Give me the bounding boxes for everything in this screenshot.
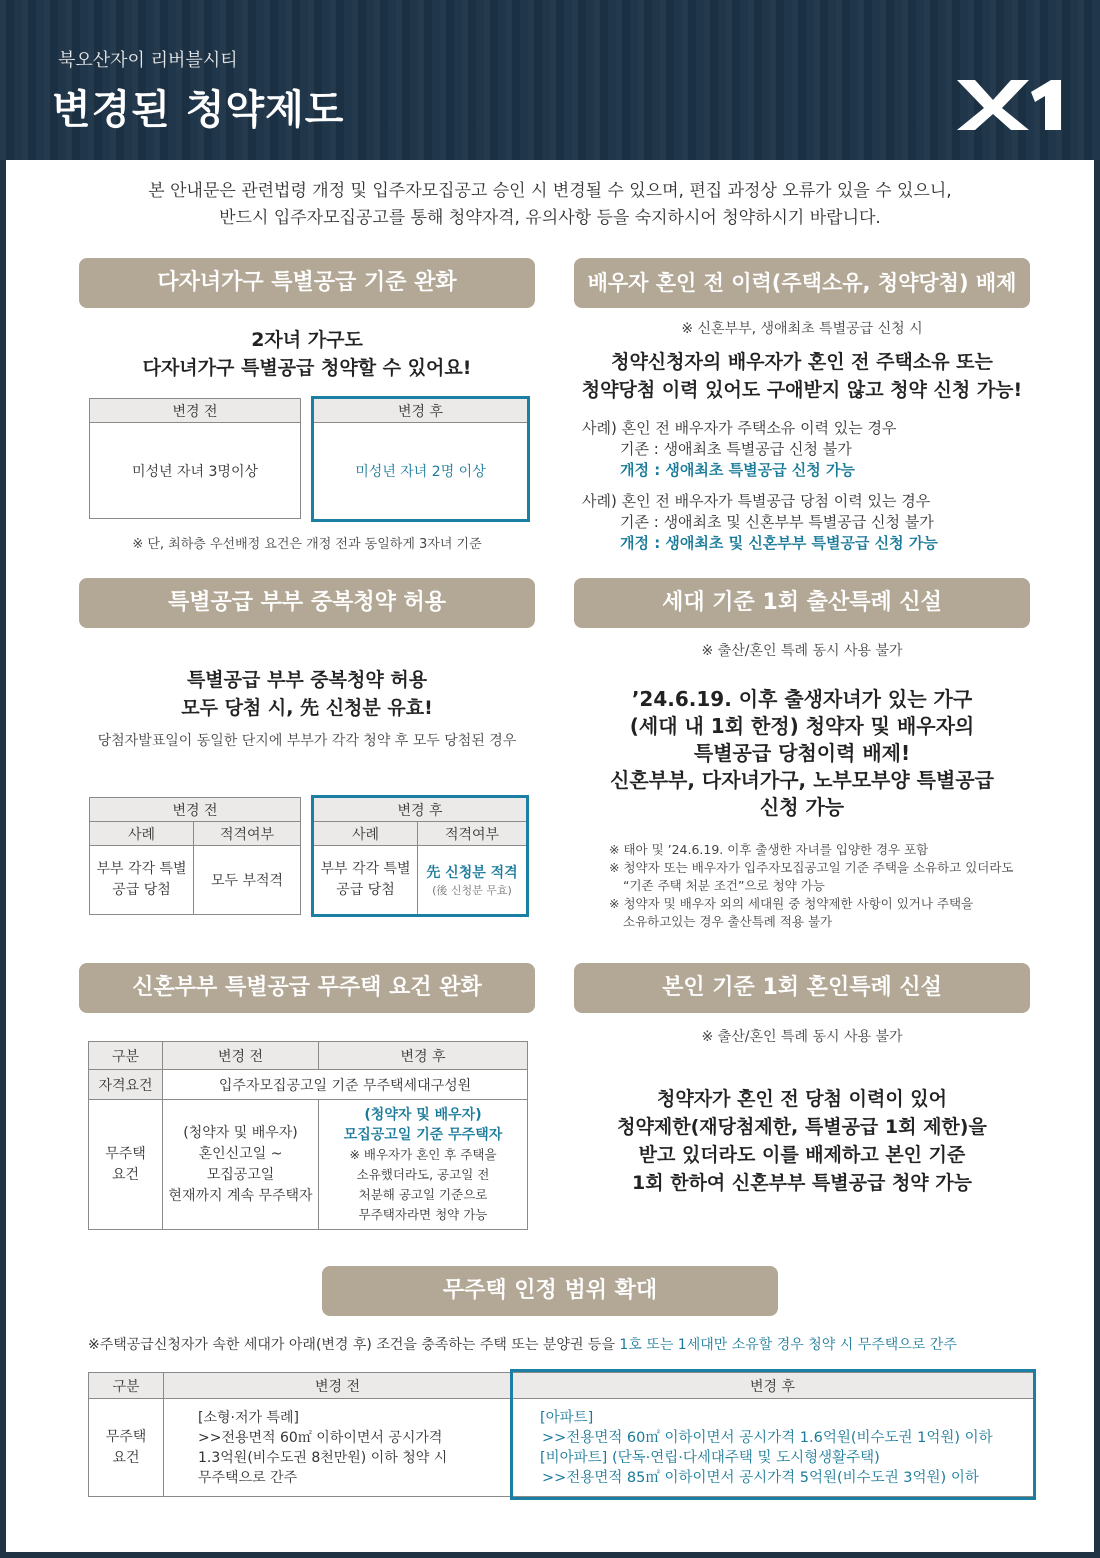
intro-notice xyxy=(0,178,1100,232)
intro-line-1: 본 안내문은 관련법령 개정 및 입주자모집공고 승인 시 변경될 수 있으며, 편집 과정상 오류가 있을 수 있으니, xyxy=(148,181,952,201)
s3-after-result: 先 신청분 적격 xyxy=(426,865,518,881)
s6-lead-3: 받고 있더라도 이를 배제하고 본인 기준 xyxy=(638,1144,966,1166)
s7-before-cell xyxy=(164,1399,512,1497)
s4-lead-4: 신혼부부, 다자녀가구, 노부모부양 특별공급 xyxy=(610,768,994,792)
s6-note: ※ 출산/혼인 특례 동시 사용 불가 xyxy=(701,1029,903,1045)
s4-lead-1: ’24.6.19. 이후 출생자녀가 있는 가구 xyxy=(631,687,973,711)
s7-note-b: 1호 또는 1세대만 소유할 경우 청약 시 무주택으로 간주 xyxy=(619,1337,957,1353)
s1-lead-1: 2자녀 가구도 xyxy=(251,329,363,351)
s5-after-f: 무주택자라면 청약 가능 xyxy=(358,1206,488,1222)
s3-note: 당첨자발표일이 동일한 단지에 부부가 각각 청약 후 모두 당첨된 경우 xyxy=(97,733,517,749)
s2-case1-title: 사례) 혼인 전 배우자가 주택소유 이력 있는 경우 xyxy=(582,419,897,437)
s7-col-before: 변경 전 xyxy=(164,1373,512,1399)
intro-line-2: 반드시 입주자모집공고를 통해 청약자격, 유의사항 등을 숙지하시어 청약하시기 바랍니다. xyxy=(219,208,881,228)
s3-before-case: 부부 각각 특별공급 당첨 xyxy=(90,846,194,915)
s5-before-d: 현재까지 계속 무주택자 xyxy=(168,1187,313,1204)
s3-before-col-eligibility: 적격여부 xyxy=(194,822,301,846)
s3-lead-2: 모두 당첨 시, 先 신청분 유효! xyxy=(181,697,433,719)
s2-note: ※ 신혼부부, 생애최초 특별공급 신청 시 xyxy=(681,321,923,337)
s2-case-1 xyxy=(582,418,897,481)
xi-logo-icon xyxy=(955,78,1065,132)
s3-after-result-sub: (後 신청분 무효) xyxy=(432,884,512,897)
header-title: 변경된 청약제도 xyxy=(52,87,345,133)
s1-after-label: 변경 후 xyxy=(314,399,528,423)
s7-before-a: [소형·저가 특례] xyxy=(198,1409,299,1426)
s3-after-col-eligibility: 적격여부 xyxy=(418,822,527,846)
s7-row-label-a: 무주택 xyxy=(105,1428,147,1445)
section-heading-multi-child: 다자녀가구 특별공급 기준 완화 xyxy=(79,258,535,308)
s5-before-cell xyxy=(163,1100,319,1230)
s6-lead-2: 청약제한(재당첨제한, 특별공급 1회 제한)을 xyxy=(617,1116,987,1138)
s3-lead-1: 특별공급 부부 중복청약 허용 xyxy=(186,669,428,691)
section-heading-birth-special: 세대 기준 1회 출산특례 신설 xyxy=(574,578,1030,628)
s4-fn-3a: ※ 청약자 및 배우자 외의 세대원 중 청약제한 사항이 있거나 주택을 xyxy=(609,896,974,911)
s7-after-highlight xyxy=(510,1369,1036,1500)
s1-after-highlight xyxy=(311,396,530,522)
s7-after-d: >>전용면적 85㎡ 이하이면서 공시가격 5억원(비수도권 3억원) 이하 xyxy=(542,1469,979,1486)
s4-lead xyxy=(560,686,1044,821)
s7-before-d: 무주택으로 간주 xyxy=(198,1469,298,1486)
s7-row-label xyxy=(89,1399,164,1497)
s4-fn-1: ※ 태아 및 ’24.6.19. 이후 출생한 자녀를 입양한 경우 포함 xyxy=(609,842,929,857)
s7-before-c: 1.3억원(비수도권 8천만원) 이하 청약 시 xyxy=(198,1449,448,1466)
s5-after-a: (청약자 및 배우자) xyxy=(364,1106,482,1123)
s5-col-before: 변경 전 xyxy=(163,1042,319,1070)
s7-after-a: [아파트] xyxy=(540,1409,594,1426)
s4-fn-2a: ※ 청약자 또는 배우자가 입주자모집공고일 기준 주택을 소유하고 있더라도 xyxy=(609,860,1014,875)
s5-after-c: ※ 배우자가 혼인 후 주택을 xyxy=(349,1146,497,1162)
s1-before-table xyxy=(89,398,301,519)
s7-note xyxy=(88,1334,957,1354)
s2-case-2 xyxy=(582,491,938,554)
s5-row2-label-a: 무주택 xyxy=(105,1145,146,1162)
s5-after-b: 모집공고일 기준 무주택자 xyxy=(343,1126,503,1143)
s5-before-a: (청약자 및 배우자) xyxy=(183,1124,298,1141)
s4-fn-2b: “기존 주택 처분 조건”으로 청약 가능 xyxy=(623,878,825,893)
s6-lead-1: 청약자가 혼인 전 당첨 이력이 있어 xyxy=(656,1088,948,1110)
s4-lead-3: 특별공급 당첨이력 배제! xyxy=(693,741,911,765)
section-heading-couple-duplicate: 특별공급 부부 중복청약 허용 xyxy=(79,578,535,628)
header-banner xyxy=(0,0,1100,160)
s7-after-b: >>전용면적 60㎡ 이하이면서 공시가격 1.6억원(비수도권 1억원) 이하 xyxy=(542,1429,993,1446)
s2-case1-after: 개정 : 생애최초 특별공급 신청 가능 xyxy=(620,461,855,479)
s7-after-c: [비아파트] (단독·연립·다세대주택 및 도시형생활주택) xyxy=(540,1449,880,1466)
s7-row-label-b: 요건 xyxy=(112,1449,140,1466)
s2-case1-before: 기존 : 생애최초 특별공급 신청 불가 xyxy=(620,440,852,458)
s3-before-table xyxy=(89,797,301,915)
s3-before-col-case: 사례 xyxy=(90,822,194,846)
s3-after-col-case: 사례 xyxy=(314,822,418,846)
s7-before-b: >>전용면적 60㎡ 이하이면서 공시가격 xyxy=(198,1429,443,1446)
s6-lead-4: 1회 한하여 신혼부부 특별공급 청약 가능 xyxy=(632,1172,972,1194)
s4-fn-3b: 소유하고있는 경우 출산특례 적용 불가 xyxy=(623,914,833,929)
s2-case2-after: 개정 : 생애최초 및 신혼부부 특별공급 신청 가능 xyxy=(620,534,938,552)
s5-table xyxy=(88,1041,528,1230)
s3-after-label: 변경 후 xyxy=(314,798,527,822)
s5-before-c: 모집공고일 xyxy=(206,1166,275,1183)
s2-lead-1: 청약신청자의 배우자가 혼인 전 주택소유 또는 xyxy=(611,351,993,373)
s3-before-label: 변경 전 xyxy=(90,798,301,822)
s2-case2-before: 기존 : 생애최초 및 신혼부부 특별공급 신청 불가 xyxy=(620,513,934,531)
s5-row1-label: 자격요건 xyxy=(89,1070,163,1100)
s5-col-after: 변경 후 xyxy=(319,1042,528,1070)
section-heading-spouse-history: 배우자 혼인 전 이력(주택소유, 청약당첨) 배제 xyxy=(574,258,1030,308)
header-subtitle: 북오산자이 리버블시티 xyxy=(58,50,238,71)
section-heading-newlywed-homeless: 신혼부부 특별공급 무주택 요건 완화 xyxy=(79,963,535,1013)
s4-note: ※ 출산/혼인 특례 동시 사용 불가 xyxy=(701,643,903,659)
s3-after-case: 부부 각각 특별공급 당첨 xyxy=(314,846,418,915)
s5-row2-label xyxy=(89,1100,163,1230)
s1-note: ※ 단, 최하층 우선배정 요건은 개정 전과 동일하게 3자녀 기준 xyxy=(132,537,482,552)
s1-before-value: 미성년 자녀 3명이상 xyxy=(90,423,301,519)
section-heading-homeless-scope: 무주택 인정 범위 확대 xyxy=(322,1266,778,1316)
section-heading-marriage-special: 본인 기준 1회 혼인특례 신설 xyxy=(574,963,1030,1013)
s7-col-div: 구분 xyxy=(89,1373,164,1399)
s4-lead-5: 신청 가능 xyxy=(759,795,845,819)
s4-footnotes xyxy=(609,841,1014,931)
s3-lead xyxy=(79,666,535,722)
s3-before-result: 모두 부적격 xyxy=(194,846,301,915)
s1-after-value: 미성년 자녀 2명 이상 xyxy=(314,423,528,520)
s2-lead xyxy=(560,348,1044,404)
s1-lead xyxy=(79,326,535,382)
s5-after-e: 처분해 공고일 기준으로 xyxy=(358,1186,488,1202)
s5-after-cell xyxy=(319,1100,528,1230)
s2-case2-title: 사례) 혼인 전 배우자가 특별공급 당첨 이력 있는 경우 xyxy=(582,492,931,510)
s5-after-d: 소유했더라도, 공고일 전 xyxy=(356,1166,490,1182)
s5-row2-label-b: 요건 xyxy=(111,1166,140,1183)
s5-row1-value: 입주자모집공고일 기준 무주택세대구성원 xyxy=(163,1070,528,1100)
s1-lead-2: 다자녀가구 특별공급 청약할 수 있어요! xyxy=(142,357,472,379)
s7-col-after: 변경 후 xyxy=(512,1373,1034,1399)
s3-after-highlight xyxy=(311,795,529,917)
s5-before-b: 혼인신고일 ~ xyxy=(198,1145,283,1162)
s1-before-label: 변경 전 xyxy=(90,399,301,423)
s4-lead-2: (세대 내 1회 한정) 청약자 및 배우자의 xyxy=(629,714,975,738)
s2-lead-2: 청약당첨 이력 있어도 구애받지 않고 청약 신청 가능! xyxy=(581,379,1023,401)
s5-col-div: 구분 xyxy=(89,1042,163,1070)
s7-note-a: ※주택공급신청자가 속한 세대가 아래(변경 후) 조건을 충족하는 주택 또는 분양권 등을 xyxy=(88,1337,620,1353)
s6-lead xyxy=(560,1085,1044,1197)
